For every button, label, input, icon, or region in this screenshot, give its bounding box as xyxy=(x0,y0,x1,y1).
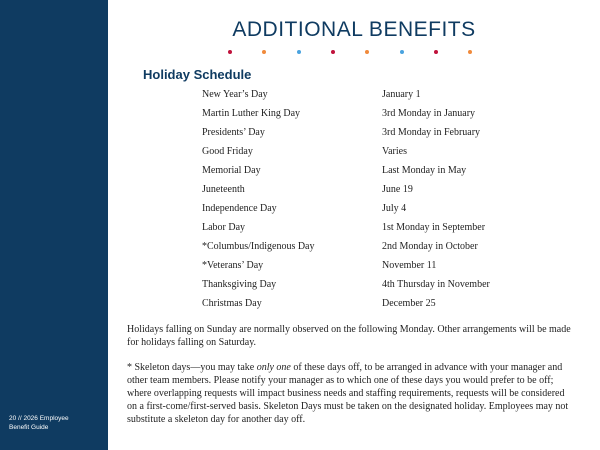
holiday-name: Independence Day xyxy=(202,203,277,214)
holiday-name: Thanksgiving Day xyxy=(202,279,277,290)
holiday-name: Memorial Day xyxy=(202,165,261,176)
holiday-row xyxy=(202,165,522,184)
holiday-row xyxy=(202,241,522,260)
holiday-row xyxy=(202,260,522,279)
holiday-name: *Veterans’ Day xyxy=(202,260,264,271)
holiday-date: 2nd Monday in October xyxy=(382,241,478,252)
decorative-dot xyxy=(468,50,472,54)
decorative-dot xyxy=(400,50,404,54)
decorative-dot xyxy=(434,50,438,54)
holiday-name: *Columbus/Indigenous Day xyxy=(202,241,315,252)
skeleton-note-end: of these days off, to be arranged in advance with your manager and other team members. Please notify your manager as to which one of these days you would prefer to be off; where overlapping requests will impact business needs and staffing requirements, requests will be considered on a first-come/first-served basis. Skeleton Days must be taken on the designated holiday. Employees may not substitute a skeleton day for another day off. xyxy=(127,362,569,425)
footer-line-2: Benefit Guide xyxy=(9,424,49,431)
decorative-dot xyxy=(228,50,232,54)
decorative-dot xyxy=(365,50,369,54)
holiday-date: December 25 xyxy=(382,298,436,309)
holiday-table xyxy=(202,89,522,317)
skeleton-note-start: * Skeleton days—you may take xyxy=(127,362,257,373)
holiday-name: Presidents’ Day xyxy=(202,127,265,138)
holiday-row xyxy=(202,184,522,203)
holiday-name: Good Friday xyxy=(202,146,253,157)
footer-line-1: 20 // 2026 Employee xyxy=(9,415,69,422)
holiday-row xyxy=(202,89,522,108)
holiday-date: June 19 xyxy=(382,184,413,195)
decorative-dot xyxy=(331,50,335,54)
holiday-row xyxy=(202,127,522,146)
holiday-name: Labor Day xyxy=(202,222,246,233)
skeleton-days-note xyxy=(127,361,575,426)
page-footer-label xyxy=(9,414,99,432)
page-title: ADDITIONAL BENEFITS xyxy=(232,18,476,41)
holiday-date: July 4 xyxy=(382,203,407,214)
sunday-note: Holidays falling on Sunday are normally observed on the following Monday. Other arrangements will be made for holidays falling on Saturday. xyxy=(127,324,571,348)
decorative-dot xyxy=(262,50,266,54)
holiday-name: Juneteenth xyxy=(202,184,245,195)
holiday-date: 3rd Monday in February xyxy=(382,127,481,138)
holiday-name: Christmas Day xyxy=(202,298,262,309)
decorative-dot xyxy=(297,50,301,54)
holiday-date: 4th Thursday in November xyxy=(382,279,490,290)
decorative-dot-row xyxy=(222,50,482,58)
section-heading: Holiday Schedule xyxy=(143,67,252,82)
holiday-row xyxy=(202,203,522,222)
holiday-row xyxy=(202,222,522,241)
holiday-row xyxy=(202,279,522,298)
holiday-row xyxy=(202,108,522,127)
sidebar-panel xyxy=(0,0,108,450)
holiday-name: New Year’s Day xyxy=(202,89,268,100)
holiday-name: Martin Luther King Day xyxy=(202,108,301,119)
holiday-date: November 11 xyxy=(382,260,437,271)
holiday-row xyxy=(202,298,522,317)
skeleton-note-emphasis: only one xyxy=(256,362,291,373)
holiday-row xyxy=(202,146,522,165)
holiday-date: Last Monday in May xyxy=(382,165,467,176)
holiday-date: 1st Monday in September xyxy=(382,222,486,233)
holiday-date: January 1 xyxy=(382,89,421,100)
holiday-date: 3rd Monday in January xyxy=(382,108,476,119)
holiday-date: Varies xyxy=(382,146,407,157)
